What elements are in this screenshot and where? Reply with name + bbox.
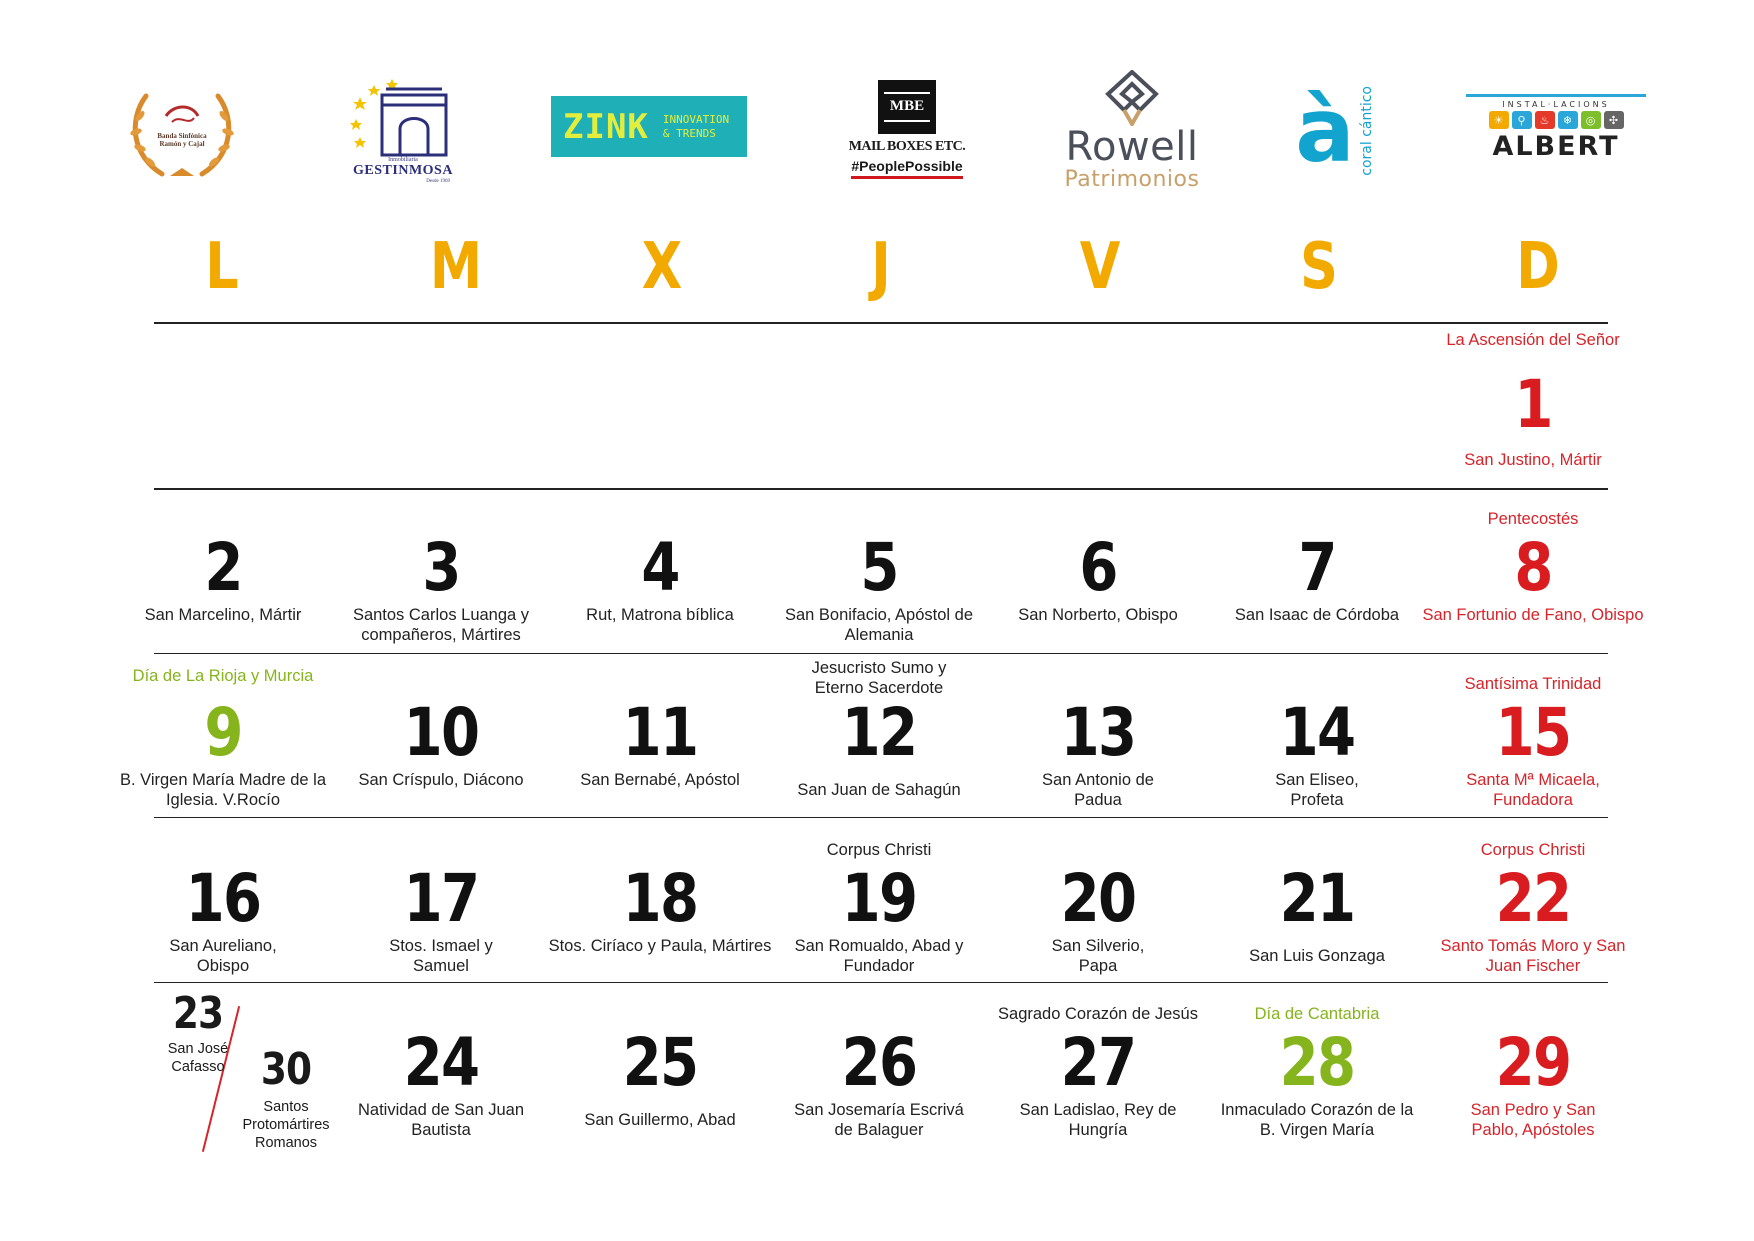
gestinmosa-since: Desde 1969 <box>426 178 450 184</box>
day-number: 22 <box>1495 860 1571 937</box>
day-saint: San Pedro y San Pablo, Apóstoles <box>1470 1101 1596 1139</box>
day-number: 20 <box>1060 860 1136 937</box>
day-feast: Sagrado Corazón de Jesús <box>998 1005 1198 1023</box>
day-number: 3 <box>422 529 460 606</box>
day-saint: Stos. Ciríaco y Paula, Mártires <box>548 937 772 955</box>
rowell-name: Rowell <box>1065 124 1199 170</box>
day-saint: San Críspulo, Diácono <box>358 771 524 789</box>
mbe-hashtag: #PeoplePossible <box>851 158 962 179</box>
day-saint-23: San José Cafasso <box>167 1041 229 1075</box>
day-number: 2 <box>204 529 242 606</box>
day-number: 16 <box>185 860 261 937</box>
day-saint: San Bonifacio, Apóstol de Alemania <box>784 606 974 644</box>
divider <box>154 982 1608 983</box>
gestinmosa-logo <box>338 70 468 190</box>
zink-tagline <box>663 113 729 141</box>
day-number-30: 30 <box>260 1044 312 1095</box>
weekday-domingo: D <box>1516 230 1560 304</box>
solar-icon: ◎ <box>1581 111 1601 129</box>
day-saint: San Aureliano, Obispo <box>169 937 277 975</box>
day-number: 6 <box>1079 529 1117 606</box>
snowflake-icon: ❄ <box>1558 111 1578 129</box>
day-saint: San Antonio de Padua <box>1042 771 1154 809</box>
mbe-logo <box>832 74 982 184</box>
day-saint-30: Santos Protomártires Romanos <box>242 1099 330 1151</box>
day-saint: San Guillermo, Abad <box>584 1111 736 1129</box>
weekday-sabado: S <box>1300 230 1338 304</box>
albert-top: INSTAL·LACIONS <box>1466 94 1646 109</box>
day-number: 15 <box>1495 694 1571 771</box>
day-number: 14 <box>1279 694 1355 771</box>
divider <box>154 488 1608 490</box>
day-saint: San Marcelino, Mártir <box>144 606 302 624</box>
flame-icon: ♨ <box>1535 111 1555 129</box>
day-saint: Inmaculado Corazón de la B. Virgen María <box>1220 1101 1414 1139</box>
day-saint: San Juan de Sahagún <box>797 781 961 799</box>
day-number: 10 <box>403 694 479 771</box>
day-number: 18 <box>622 860 698 937</box>
fan-icon: ✣ <box>1604 111 1624 129</box>
day-number: 28 <box>1279 1024 1355 1101</box>
day-saint: Santo Tomás Moro y San Juan Fischer <box>1440 937 1626 975</box>
day-saint: San Ladislao, Rey de Hungría <box>1019 1101 1177 1139</box>
day-feast: Día de La Rioja y Murcia <box>132 667 314 685</box>
weekday-miercoles: X <box>641 230 683 304</box>
day-saint: San Silverio, Papa <box>1051 937 1145 975</box>
day-number: 26 <box>841 1024 917 1101</box>
day-feast: Jesucristo Sumo y Eterno Sacerdote <box>811 659 947 697</box>
day-saint: San Isaac de Córdoba <box>1234 606 1400 624</box>
day-number: 25 <box>622 1024 698 1101</box>
banda-sinfonica-logo <box>118 82 246 186</box>
day-number: 5 <box>860 529 898 606</box>
weekday-jueves: J <box>871 230 891 304</box>
day-number: 24 <box>403 1024 479 1101</box>
day-cell-23-30 <box>150 990 360 1180</box>
day-saint: Natividad de San Juan Bautista <box>357 1101 525 1139</box>
gestinmosa-small: Inmobiliaria <box>388 156 418 163</box>
mbe-box: MBE <box>878 80 936 134</box>
sun-icon: ☀ <box>1489 111 1509 129</box>
day-number: 21 <box>1279 860 1355 937</box>
zink-word: ZINK <box>563 106 649 147</box>
day-number-23: 23 <box>172 988 224 1039</box>
day-number: 7 <box>1298 529 1336 606</box>
tap-icon: ⚲ <box>1512 111 1532 129</box>
weekday-viernes: V <box>1079 230 1121 304</box>
day-feast: Día de Cantabria <box>1254 1005 1380 1023</box>
gestinmosa-name: GESTINMOSA <box>353 162 453 178</box>
rowell-diamond-icon <box>1102 70 1162 126</box>
day-number: 27 <box>1060 1024 1136 1101</box>
zink-tagline-1: INNOVATION <box>662 112 730 126</box>
day-saint: San Fortunio de Fano, Obispo <box>1422 606 1644 624</box>
arch-icon <box>348 77 458 159</box>
day-saint: Santa Mª Micaela, Fundadora <box>1466 771 1600 809</box>
day-feast: La Ascensión del Señor <box>1446 331 1620 349</box>
weekday-lunes: L <box>205 230 239 304</box>
day-number: 12 <box>841 694 917 771</box>
day-feast: Santísima Trinidad <box>1464 675 1602 693</box>
day-feast: Pentecostés <box>1487 510 1579 528</box>
day-saint: San Romualdo, Abad y Fundador <box>794 937 964 975</box>
day-saint: San Eliseo, Profeta <box>1275 771 1359 809</box>
divider <box>154 817 1608 818</box>
day-feast: Corpus Christi <box>1480 841 1586 859</box>
sponsor-logos <box>0 60 1754 200</box>
banda-text: Banda Sinfónica Ramón y Cajal <box>157 132 207 148</box>
coral-cantico-logo <box>1290 76 1380 186</box>
weekday-martes: M <box>429 230 483 304</box>
zink-logo <box>551 96 747 157</box>
coral-a: à <box>1295 79 1355 182</box>
rowell-sub: Patrimonios <box>1064 167 1200 192</box>
day-number: 29 <box>1495 1024 1571 1101</box>
day-number: 19 <box>841 860 917 937</box>
day-number: 4 <box>641 529 679 606</box>
day-saint: B. Virgen María Madre de la Iglesia. V.Rocío <box>119 771 327 809</box>
day-saint: San Bernabé, Apóstol <box>580 771 740 789</box>
day-saint: Stos. Ismael y Samuel <box>389 937 493 975</box>
rowell-logo <box>1052 66 1212 196</box>
mbe-name: MAIL BOXES ETC. <box>848 138 966 154</box>
albert-logo <box>1466 88 1646 168</box>
day-number: 8 <box>1514 529 1552 606</box>
day-number: 17 <box>403 860 479 937</box>
day-saint: Rut, Matrona bíblica <box>586 606 734 624</box>
day-number: 11 <box>622 694 698 771</box>
day-feast: Corpus Christi <box>826 841 932 859</box>
albert-service-icons <box>1489 111 1624 129</box>
day-saint: San Luis Gonzaga <box>1249 947 1385 965</box>
day-number: 1 <box>1514 366 1552 443</box>
day-saint: San Justino, Mártir <box>1464 451 1602 469</box>
day-saint: San Josemaría Escrivá de Balaguer <box>794 1101 964 1139</box>
day-saint: San Norberto, Obispo <box>1018 606 1178 624</box>
albert-name: ALBERT <box>1492 131 1620 162</box>
divider <box>154 322 1608 324</box>
day-number: 9 <box>204 694 242 771</box>
coral-text: coral cántico <box>1358 86 1375 176</box>
day-saint: Santos Carlos Luanga y compañeros, Mártires <box>352 606 530 644</box>
divider <box>154 653 1608 654</box>
day-number: 13 <box>1060 694 1136 771</box>
zink-tagline-2: & TRENDS <box>662 126 716 140</box>
